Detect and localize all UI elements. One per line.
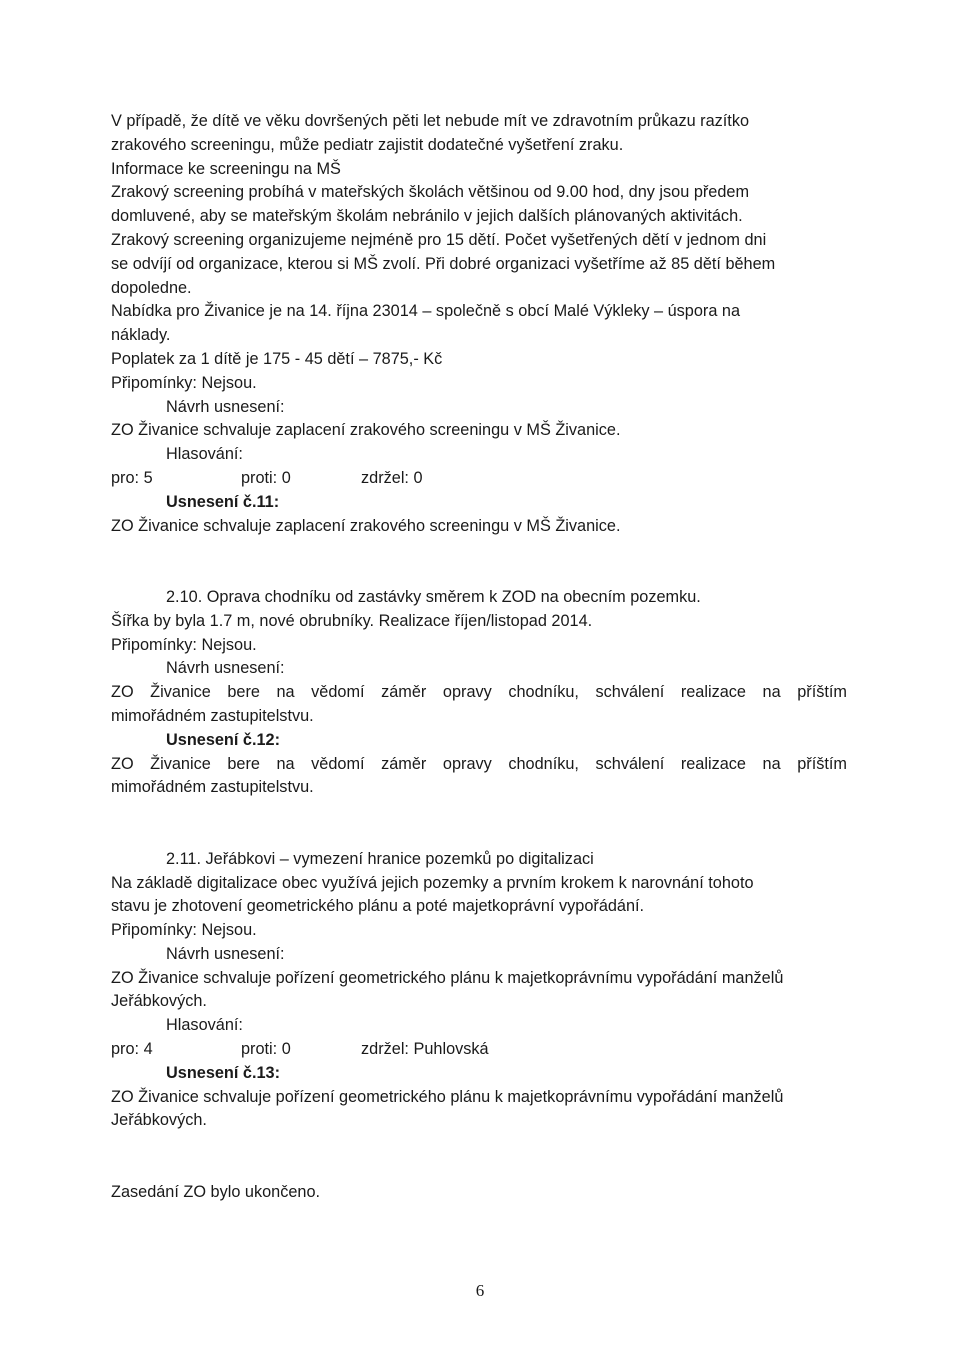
word: schválení bbox=[595, 754, 665, 773]
resolution-proposal-text: ZO Živanice schvaluje pořízení geometrického plánu k majetkoprávnímu vypořádání manželů bbox=[111, 968, 784, 987]
paragraph-line: Na základě digitalizace obec využívá jejich pozemky a prvním krokem k narovnání tohoto bbox=[111, 873, 754, 892]
resolution-label: Usnesení č.11: bbox=[166, 492, 280, 511]
word: záměr bbox=[381, 683, 427, 702]
resolution-proposal-text-cont: mimořádném zastupitelstvu. bbox=[111, 706, 314, 725]
spacer bbox=[111, 800, 847, 848]
word: chodníku, bbox=[508, 754, 579, 773]
paragraph-line: Zrakový screening probíhá v mateřských školách většinou od 9.00 hod, dny jsou předem bbox=[111, 183, 750, 202]
vote-against: proti: 0 bbox=[241, 468, 291, 487]
vote-against: proti: 0 bbox=[241, 1040, 291, 1059]
voting-result bbox=[111, 467, 847, 491]
paragraph-line: stavu je zhotovení geometrického plánu a poté majetkoprávní vypořádání. bbox=[111, 897, 645, 916]
word: bere bbox=[227, 683, 260, 702]
word: chodníku, bbox=[508, 683, 579, 702]
paragraph-line: dopoledne. bbox=[111, 278, 192, 297]
resolution-proposal-text bbox=[111, 681, 847, 705]
closing-statement: Zasedání ZO bylo ukončeno. bbox=[111, 1182, 321, 1201]
resolution-proposal-label: Návrh usnesení: bbox=[166, 659, 285, 678]
paragraph-line: Informace ke screeningu na MŠ bbox=[111, 159, 341, 178]
word: schválení bbox=[595, 683, 665, 702]
vote-abstain: zdržel: Puhlovská bbox=[361, 1040, 489, 1059]
resolution-proposal-label: Návrh usnesení: bbox=[166, 397, 285, 416]
word: vědomí bbox=[311, 683, 365, 702]
comments-line: Připomínky: Nejsou. bbox=[111, 921, 257, 940]
resolution-label: Usnesení č.12: bbox=[166, 730, 281, 749]
word: na bbox=[762, 683, 781, 702]
vote-for: pro: 5 bbox=[111, 468, 153, 487]
word: realizace bbox=[680, 754, 746, 773]
resolution-text bbox=[111, 753, 847, 777]
spacer bbox=[111, 1133, 847, 1181]
section-2-11 bbox=[111, 848, 847, 1134]
section-heading: 2.10. Oprava chodníku od zastávky směrem k ZOD na obecním pozemku. bbox=[166, 587, 701, 606]
paragraph-line: náklady. bbox=[111, 326, 171, 345]
resolution-text: ZO Živanice schvaluje pořízení geometrického plánu k majetkoprávnímu vypořádání manželů bbox=[111, 1087, 784, 1106]
comments-line: Připomínky: Nejsou. bbox=[111, 373, 257, 392]
word: vědomí bbox=[311, 754, 365, 773]
paragraph-line: zrakového screeningu, může pediatr zajistit dodatečné vyšetření zraku. bbox=[111, 135, 624, 154]
word: opravy bbox=[442, 754, 492, 773]
paragraph-line: Poplatek za 1 dítě je 175 - 45 dětí – 7875,- Kč bbox=[111, 349, 443, 368]
paragraph-line: se odvíjí od organizace, kterou si MŠ zvolí. Při dobré organizaci vyšetříme až 85 dětí během bbox=[111, 254, 776, 273]
word: na bbox=[276, 754, 295, 773]
paragraph-line: V případě, že dítě ve věku dovršených pěti let nebude mít ve zdravotním průkazu razítko bbox=[111, 112, 750, 130]
word: opravy bbox=[442, 683, 492, 702]
paragraph-line: Šířka by byla 1.7 m, nové obrubníky. Realizace říjen/listopad 2014. bbox=[111, 611, 593, 630]
section-screening bbox=[111, 110, 847, 538]
section-heading: 2.11. Jeřábkovi – vymezení hranice pozemků po digitalizaci bbox=[166, 849, 594, 868]
word: příštím bbox=[797, 683, 847, 702]
vote-for: pro: 4 bbox=[111, 1040, 153, 1059]
voting-result bbox=[111, 1038, 847, 1062]
word: bere bbox=[227, 754, 260, 773]
word: příštím bbox=[797, 754, 847, 773]
document-body bbox=[111, 110, 847, 1205]
voting-label: Hlasování: bbox=[166, 445, 243, 464]
spacer bbox=[111, 538, 847, 586]
section-2-10 bbox=[111, 586, 847, 800]
resolution-text: ZO Živanice schvaluje zaplacení zrakového screeningu v MŠ Živanice. bbox=[111, 516, 621, 535]
word: Živanice bbox=[150, 683, 211, 702]
resolution-proposal-text: ZO Živanice schvaluje zaplacení zrakového screeningu v MŠ Živanice. bbox=[111, 421, 621, 440]
word: záměr bbox=[381, 754, 427, 773]
word: ZO bbox=[111, 683, 134, 702]
vote-abstain: zdržel: 0 bbox=[361, 468, 423, 487]
paragraph-line: Zrakový screening organizujeme nejméně pro 15 dětí. Počet vyšetřených dětí v jednom dni bbox=[111, 230, 767, 249]
resolution-label: Usnesení č.13: bbox=[166, 1063, 281, 1082]
comments-line: Připomínky: Nejsou. bbox=[111, 635, 257, 654]
voting-label: Hlasování: bbox=[166, 1016, 243, 1035]
resolution-proposal-label: Návrh usnesení: bbox=[166, 944, 285, 963]
resolution-text-cont: mimořádném zastupitelstvu. bbox=[111, 778, 314, 797]
word: na bbox=[276, 683, 295, 702]
paragraph-line: domluvené, aby se mateřským školám nebránilo v jejich dalších plánovaných aktivitách. bbox=[111, 207, 743, 226]
word: Živanice bbox=[150, 754, 211, 773]
resolution-text-cont: Jeřábkových. bbox=[111, 1111, 207, 1130]
resolution-proposal-text-cont: Jeřábkových. bbox=[111, 992, 207, 1011]
word: ZO bbox=[111, 754, 134, 773]
paragraph-line: Nabídka pro Živanice je na 14. října 23014 – společně s obcí Malé Výkleky – úspora na bbox=[111, 302, 741, 321]
page-number: 6 bbox=[475, 1281, 485, 1300]
word: realizace bbox=[680, 683, 746, 702]
word: na bbox=[762, 754, 781, 773]
